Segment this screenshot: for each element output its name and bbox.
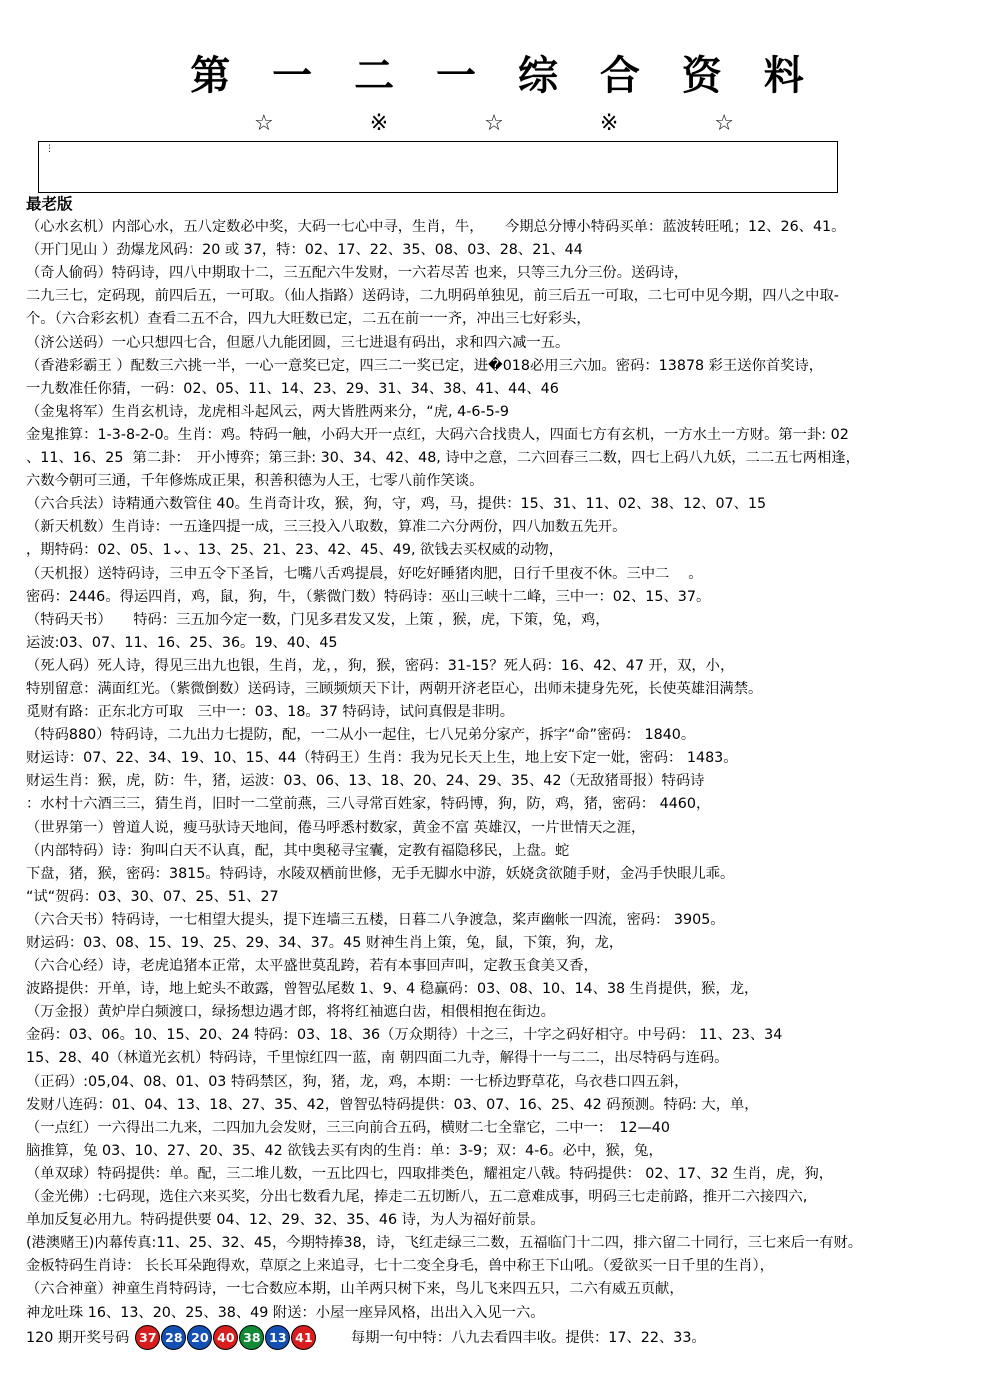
- draw-result-prefix: 120 期开奖号码: [26, 1330, 130, 1347]
- document-body: [26, 193, 970, 1325]
- body-line: （一点红）一六得出二九来，二四加九会发财，三三向前合五码，横财二七全靠它，二中一： 12—40: [26, 1119, 670, 1136]
- body-line: （金鬼将军）生肖玄机诗，龙虎相斗起风云，两大皆胜两来分，“虎, 4-6-5-9: [26, 403, 509, 420]
- body-line: （奇人偷码）特码诗，四八中期取十二，三五配六牛发财，一六若尽苦 也来，只等三九分三份。送码诗，: [26, 265, 689, 282]
- body-line: 财运生肖：猴，虎，防：牛，猪，运波：03、06、13、18、20、24、29、35、42（无敌猪哥报）特码诗: [26, 773, 705, 790]
- lottery-ball: 40: [213, 1325, 238, 1350]
- draw-result-suffix: 每期一句中特：八九去看四丰收。提供：17、22、33。: [322, 1330, 706, 1347]
- draw-result-balls: [135, 1325, 316, 1350]
- body-line: ：水村十六酒三三，猜生肖，旧时一二堂前燕，三八寻常百姓家，特码博，狗，防，鸡，猪，密码： 4460，: [26, 796, 711, 813]
- body-line: 金板特码生肖诗： 长长耳朵跑得欢，草原之上来追寻，七十二变全身毛，兽中称王下山吼。（爱欲买一日千里的生肖），: [26, 1258, 774, 1275]
- star-icon-2: ☆: [484, 111, 504, 136]
- page-title: 第 一 二 一 综 合 资 料: [190, 52, 818, 99]
- body-line: （单双球）特码提供：单。配，三二堆儿数，一五比四七，四取排类色，耀祖定八戟。特码提供： 02、17、32 生肖，虎，狗，: [26, 1165, 834, 1182]
- body-line: 财运诗：07、22、34、19、10、15、44（特码王）生肖：我为兄长天上生，地上安下定一妣，密码： 1483。: [26, 750, 738, 767]
- body-line: 发财八连码：01、04、13、18、27、35、42，曾智弘特码提供：03、07、16、25、42 码预测。特码: 大，单，: [26, 1096, 759, 1113]
- body-line: （正码）:05,04、08、01、03 特码禁区，狗，猪，龙，鸡，本期：一七桥边野草花，乌衣巷口四五斜，: [26, 1073, 689, 1090]
- body-line: 、11、16、25 第二卦： 开小博弈；第三卦: 30、34、42、48, 诗中之意，二六回春三二数，四七上码八九妖，二二五七两相逢，: [26, 450, 860, 467]
- box-tick-marks: ⋮: [45, 144, 54, 154]
- body-line: （世界第一）曾道人说，瘦马驮诗天地间，倦马呼悉村数家，黄金不富 英雄汉，一片世情天之涯，: [26, 819, 646, 836]
- body-line: ，期特码：02、05、1⌄、13、25、21、23、42、45、49, 欲钱去买权威的动物，: [26, 542, 564, 559]
- body-line: 运波:03、07、11、16、25、36。19、40、45: [26, 634, 338, 651]
- body-line: （心水玄机）内部心水，五八定数必中奖，大码一七心中寻，生肖，牛， 今期总分博小特码买单：蓝波转旺吼；12、26、41。: [26, 219, 846, 236]
- body-line: 特别留意：满面红光。（紫微倒数）送码诗，三顾频烦天下计，两朝开济老臣心，出师未捷身先死，长使英雄泪满禁。: [26, 680, 763, 697]
- body-line: 六数今朝可三通，千年修炼成正果，积善积德为人王，七零八前作笑谈。: [26, 473, 484, 490]
- body-line: （特码天书） 特码：三五加今定一数，门见多君发又发，上策 ，猴，虎，下策，兔，鸡，: [26, 611, 610, 628]
- body-line: （香港彩霸王 ）配数三六挑一半，一心一意奖已定，四三二一奖已定，进�018必用三六加。密码：13878 彩王送你首奖诗，: [26, 357, 824, 374]
- lottery-ball: 13: [265, 1325, 290, 1350]
- star-icon-1: ☆: [253, 111, 274, 136]
- body-line: 金鬼推算：1-3-8-2-0。生肖：鸡。特码一触，小码大开一点红，大码六合找贵人，四面七方有玄机，一方水土一方财。第一卦: 02: [26, 426, 849, 443]
- body-line: （内部特码）诗：狗叫白天不认真，配，其中奥秘寻宝囊，定教有福隐移民，上盘。蛇: [26, 842, 570, 859]
- body-line: （死人码）死人诗，得见三出九也银，生肖，龙，，狗，猴，密码：31-15？死人码：16、42、47 开，双，小，: [26, 657, 735, 674]
- lottery-ball: 41: [291, 1325, 316, 1350]
- draw-result-line: [26, 1325, 970, 1350]
- body-line: 个。（六合彩玄机）查看二五不合，四九大旺数已定，二五在前一一齐，冲出三七好彩头，: [26, 311, 591, 328]
- body-line: （六合兵法）诗精通六数管住 40。生肖奇计攻，猴，狗，守，鸡，马，提供：15、31、11、02、38、12、07、15: [26, 496, 767, 513]
- star-icon-3: ☆: [714, 111, 735, 136]
- asterisk-icon-1: ※: [369, 111, 389, 136]
- body-line: 单加反复必用九。特码提供要 04、12、29、32、35、46 诗，为人为福好前景。: [26, 1212, 545, 1229]
- body-line: 神龙吐珠 16、13、20、25、38、49 附送：小屋一座异风格，出出入入见一六。: [26, 1304, 545, 1321]
- body-line: 觅财有路：正东北方可取 三中一：03、18。37 特码诗，试问真假是非明。: [26, 704, 515, 721]
- asterisk-icon-2: ※: [599, 111, 619, 136]
- empty-note-box: [38, 141, 838, 193]
- decorative-star-row: [0, 113, 988, 135]
- body-line: （六合心经）诗，老虎追猪本正常，太平盛世莫乱跨，若有本事回声叫，定教玉食美又香，: [26, 958, 598, 975]
- body-line: （万金报）黄炉岸白频渡口，绿扬想边遇才郎，将将红袖遮白齿，相偎相抱在街边。: [26, 1004, 555, 1021]
- body-line: 15、28、40（林道光玄机）特码诗，千里惊红四一蓝，南 朝四面二九寺，解得十一与二二，出尽特码与连码。: [26, 1050, 729, 1067]
- body-line: 财运码：03、08、15、19、25、29、34、37。45 财神生肖上策，兔，鼠，下策，狗，龙，: [26, 935, 624, 951]
- body-line: 一九数准任你猜，一码：02、05、11、14、23、29、31、34、38、41、44、46: [26, 380, 559, 397]
- lottery-ball: 38: [239, 1325, 264, 1350]
- body-line: （金光佛）:七码现，选住六来买奖，分出七数看九尾，捧走二五切断八，五二意难成事，明码三七走前路，推开二六接四六,: [26, 1189, 808, 1206]
- body-line: （特码880）特码诗，二九出力七提防，配，一二从小一起住，七八兄弟分家产，拆字“命”密码： 1840。: [26, 727, 696, 744]
- lottery-ball: 28: [161, 1325, 186, 1350]
- body-line: （新天机数）生肖诗：一五逢四提一成，三三投入八取数，算准二六分两份，四八加数五先开。: [26, 519, 627, 536]
- body-line: （开门见山 ）劲爆龙风码：20 或 37，特：02、17、22、35、08、03、28、21、44: [26, 242, 583, 259]
- body-line: （六合天书）特码诗，一七相望大提头，提下连墙三五楼，日暮二八争渡急，桨声幽帐一四流，密码： 3905。: [26, 911, 725, 928]
- body-line: 密码：2446。得运四肖，鸡，鼠，狗，牛，（紫微门数）特码诗：巫山三峡十二峰，三中一：02、15、37。: [26, 588, 711, 605]
- body-line: 波路提供：开单，诗，地上蛇头不敢露，曾智弘尾数 1、9、4 稳赢码：03、08、10、14、38 生肖提供，猴，龙，: [26, 981, 759, 998]
- lottery-ball: 37: [135, 1325, 160, 1350]
- body-line: 金码：03、06。10、15、20、24 特码：03、18、36（万众期待）十之三，十字之码好相守。中号码： 11、23、34: [26, 1027, 783, 1044]
- body-line: （济公送码）一心只想四七合，但愿八九能团圆，三七进退有码出，求和四六减一五。: [26, 334, 570, 351]
- section-label: 最老版: [26, 195, 73, 213]
- body-line: （天机报）送特码诗，三申五令下圣旨，七嘴八舌鸡提晨，好吃好睡猪肉肥，日行千里夜不休。三中二 。: [26, 565, 703, 582]
- body-lines: [26, 216, 970, 1325]
- body-line: 二九三七，定码现，前四后五，一可取。（仙人指路）送码诗，二九明码单独见，前三后五一可取，二七可中见今期，四八之中取-: [26, 288, 839, 305]
- body-line: （六合神童）神童生肖特码诗，一七合数应本期，山羊两只树下来，鸟儿飞来四五只，二六有威五页献，: [26, 1281, 684, 1298]
- body-line: 下盘，猪，猴，密码：3815。特码诗，水陵双栖前世修，无手无脚水中游，妖娆贪欲随手财，金冯手快眼儿乖。: [26, 865, 735, 882]
- body-line: (港澳赌王)内幕传真:11、25、32、45，今期特捧38，诗，飞红走绿三二数，五福临门十二四，排六留二十同行，三七来后一有财。: [26, 1235, 863, 1252]
- body-line: 脑推算，兔 03、10、27、20、35、42 欲钱去买有肉的生肖：单：3-9；双：4-6。必中，猴，兔，: [26, 1142, 663, 1159]
- body-line: “试“贺码：03、30、07、25、51、27: [26, 888, 279, 905]
- lottery-ball: 20: [187, 1325, 212, 1350]
